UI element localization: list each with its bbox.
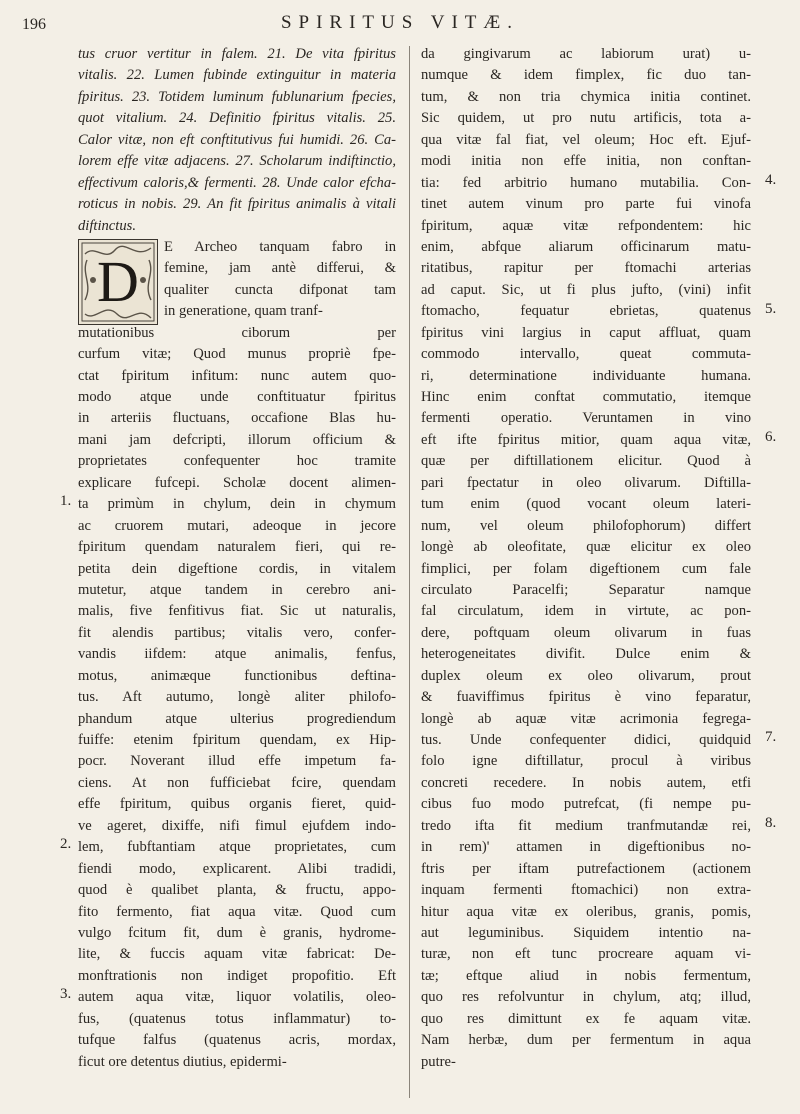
page-number: 196 xyxy=(22,16,46,33)
text-line: da gingivarum ac labiorum urat) u- xyxy=(421,46,751,62)
text-line: tus. Unde confequenter didici, quidquid xyxy=(421,732,751,748)
text-line: longè ab aquæ vitæ acrimonia fegrega- xyxy=(421,710,751,727)
text-line: ta primùm in chylum, dein in chymum xyxy=(78,496,396,513)
column-divider xyxy=(409,46,410,1098)
initial-letter: D xyxy=(97,248,139,314)
text-line: fito fermento, fiat aqua vitæ. Quod cum xyxy=(78,903,396,920)
margin-number-5: 5. xyxy=(765,301,777,317)
text-line: qualiter cuncta difponat tam xyxy=(164,281,396,298)
text-line: autem aqua vitæ, liquor volatilis, oleo- xyxy=(78,989,396,1006)
margin-number-7: 7. xyxy=(765,729,777,745)
decorated-initial xyxy=(78,239,158,325)
text-line: folo igne diftillatur, procul à viribus xyxy=(421,753,751,770)
text-line: quo res dimittunt ex fe aquam vitæ. xyxy=(421,1010,751,1027)
text-line: curfum vitæ; Quod munus propriè fpe- xyxy=(78,346,396,363)
text-line: mani jam defcripti, illorum officium & xyxy=(78,431,396,448)
text-line: concreti recedere. In nobis autem, etfi xyxy=(421,774,751,791)
text-line: ve ageret, dixiffe, nifi fimul ejufdem indo- xyxy=(78,817,396,834)
text-line: modo atque unde conftituatur fpiritus xyxy=(78,389,396,406)
text-line: turæ, non eft tunc procreare aquam vi- xyxy=(421,946,751,963)
page-header xyxy=(22,10,778,38)
text-line: explicare fufcepi. Scholæ docent alimen- xyxy=(78,474,396,491)
text-line: ad caput. Sic, ut fi plus jufto, (vini) infit xyxy=(421,281,751,298)
running-title: SPIRITUS VITÆ. xyxy=(280,12,520,33)
text-line: vulgo fcitum fit, dum è granis, hydrome- xyxy=(78,924,396,941)
text-line: lorem effe vitæ adjacens. 27. Scholarum indiftinctio, xyxy=(78,153,396,170)
text-line: & fuaviffimus fpiritus è vino feparatur, xyxy=(421,689,751,706)
text-line: effectivum caloris,& fermenti. 28. Unde calor efcha- xyxy=(78,174,396,191)
text-line: motus, animæque functionibus deftina- xyxy=(78,667,396,684)
text-line: fimplici, per folam digeftionem cum fale xyxy=(421,560,751,577)
left-body-text xyxy=(78,323,396,1073)
text-line: Calor vitæ, non eft conftitutivus fui humidi. 26. Ca- xyxy=(78,131,396,148)
text-line: quæ per diftillationem elicitur. Quod à xyxy=(421,453,751,470)
text-line: fuiffe: etenim fpiritum quendam, ex Hip- xyxy=(78,732,396,749)
text-line: cibus fuo modo putrefcat, (fi nempe pu- xyxy=(421,796,751,813)
text-line: malis, five fenfitivus fiat. Sic ut naturalis, xyxy=(78,603,396,620)
text-line: ftomacho, fequatur ebrietas, quatenus xyxy=(421,303,751,320)
margin-number-6: 6. xyxy=(765,429,777,445)
text-line: fpiritus vini largius in caput affluat, quam xyxy=(421,324,751,341)
text-line: lem, fubftantiam atque proprietates, cum xyxy=(78,839,396,856)
text-line: fiendi modo, explicarent. Alibi tradidi, xyxy=(78,860,396,877)
text-line: lite, & fuccis aquam vitæ fabricat: De- xyxy=(78,946,396,963)
margin-number-3: 3. xyxy=(60,986,72,1002)
text-line: numque & idem fimplex, fic duo tan- xyxy=(421,67,751,84)
chapter-summary xyxy=(78,44,396,237)
text-line: Nam herbæ, dum per fermentum in aqua xyxy=(421,1032,751,1049)
text-line: tæ; eftque aliud in nobis fermentum, xyxy=(421,967,751,984)
text-line: Sic quidem, ut pro nutu artificis, tota a- xyxy=(421,110,751,127)
text-line: tufque falfus (quatenus acris, mordax, xyxy=(78,1032,396,1049)
margin-number-4: 4. xyxy=(765,172,777,188)
text-line: roticus in nobis. 29. An fit fpiritus animalis à vitali xyxy=(78,196,396,213)
text-line: fpiritus. 23. Totidem luminum fublunarium fpecies, xyxy=(78,88,396,105)
text-line: mutationibus ciborum per xyxy=(78,324,396,341)
text-line: duplex oleum ex oleo olivarum, prout xyxy=(421,667,751,684)
margin-number-8: 8. xyxy=(765,815,777,831)
text-line: pocr. Noverant illud effe impetum fa- xyxy=(78,753,396,770)
text-line: ftris per iftam putrefactionem (actionem xyxy=(421,860,751,877)
left-column xyxy=(78,44,396,1073)
text-line: eft ifte fpiritus mitior, quam aqua vitæ, xyxy=(421,431,751,448)
text-line: in rem)' attamen in digeftionibus no- xyxy=(421,839,751,856)
text-line: ac cruorem mutari, adeoque in jecore xyxy=(78,517,396,534)
opening-lines xyxy=(164,237,396,323)
text-line: mutetur, atque tandem in cerebro ani- xyxy=(78,581,396,598)
text-line: fermenti operatio. Veruntamen in vino xyxy=(421,410,751,427)
text-line: tredo ifta fit medium tranfmutandæ rei, xyxy=(421,817,751,834)
margin-number-1: 1. xyxy=(60,493,72,509)
text-line: putre- xyxy=(421,1053,456,1070)
text-line: fus, (quatenus totus inflammatur) to- xyxy=(78,1010,396,1027)
text-line: fpiritum quendam naturalem fieri, qui re- xyxy=(78,539,396,556)
text-line: ri, determinatione individuante humana. xyxy=(421,367,751,384)
text-line: circulato Paracelfi; Separatur namque xyxy=(421,581,751,598)
text-line: fit alendis partibus; vitalis vero, confer- xyxy=(78,624,396,641)
text-line: diftinctus. xyxy=(78,217,136,234)
text-line: num, vel oleum philofophorum) differt xyxy=(421,517,751,534)
text-line: femine, jam antè differui, & xyxy=(164,260,396,277)
text-line: Hinc enim conftat commutatio, itemque xyxy=(421,389,751,405)
text-line: ctat fpiritum infitum: nunc autem quo- xyxy=(78,367,396,384)
text-line: phandum atque ulterius progrediendum xyxy=(78,710,396,727)
text-line: proprietates confequenter hoc tramite xyxy=(78,453,396,470)
text-line: heterogeneitates divifit. Dulce enim & xyxy=(421,646,751,663)
text-line: in arteriis fluctuans, occafione Blas hu- xyxy=(78,410,396,427)
text-line: quo res refolvuntur in chylum, atq; illud, xyxy=(421,989,751,1006)
text-line: hitur aqua vitæ ex oleribus, granis, pomis, xyxy=(421,903,751,920)
text-line: longè ab oleofitate, quæ elicitur ex oleo xyxy=(421,539,751,556)
text-line: qua vitæ fal fiat, vel oleum; Hoc eft. Ejuf- xyxy=(421,131,751,148)
text-line: effe fpiritum, quibus organis fieret, quid- xyxy=(78,796,396,813)
text-line: aut leguminibus. Siquidem intentio na- xyxy=(421,924,751,941)
chapter-opening xyxy=(78,237,396,366)
text-line: ciens. At non fufficiebat fcire, quendam xyxy=(78,774,396,791)
right-column xyxy=(421,44,751,1073)
text-line: fpiritum, aquæ vitæ refpondentem: hic xyxy=(421,217,751,234)
text-line: in generatione, quam tranf- xyxy=(164,303,323,320)
text-line: quot vitalium. 24. Definitio fpiritus vitalis. 25. xyxy=(78,110,396,127)
text-line: modi initia non effe initia, non conftan- xyxy=(421,153,751,170)
text-line: pari fpectatur in oleo olivarum. Diftilla- xyxy=(421,474,751,491)
text-line: tus. Aft autumo, longè aliter philofo- xyxy=(78,689,396,706)
text-line: enim, abfque aliarum officinarum matu- xyxy=(421,238,751,255)
text-line: ritatibus, rapitur per ftomachi arterias xyxy=(421,260,751,277)
text-line: tum, & non tria chymica initia continet. xyxy=(421,88,751,105)
margin-number-2: 2. xyxy=(60,836,72,852)
text-line: monftrationis non indiget propofitio. Eft xyxy=(78,967,396,984)
text-line: dere, poftquam oleum olivarum in fuas xyxy=(421,624,751,641)
text-line: vandis iifdem: atque animalis, fenfus, xyxy=(78,646,396,663)
text-line: vitalis. 22. Lumen fubinde extinguitur in materia xyxy=(78,67,396,84)
text-line: tum enim (quod vocant oleum lateri- xyxy=(421,496,751,513)
text-line: tus cruor vertitur in falem. 21. De vita fpiritus xyxy=(78,46,396,62)
text-line: inquam fermenti ftomachici) non extra- xyxy=(421,882,751,899)
text-line: fal circulatum, idem in virtute, ac pon- xyxy=(421,603,751,620)
text-line: tinet autem vinum pro parte fui vinofa xyxy=(421,196,751,213)
text-line: petita dein digeftione cordis, in vitalem xyxy=(78,560,396,577)
text-line: ficut ore detentus diutius, epidermi- xyxy=(78,1053,287,1070)
text-line: quod è qualibet planta, & fructu, appo- xyxy=(78,882,396,899)
text-line: tia: fed arbitrio humano mutabilia. Con- xyxy=(421,174,751,191)
text-line: E Archeo tanquam fabro in xyxy=(164,238,396,255)
text-line: commodo intervallo, queat commuta- xyxy=(421,346,751,363)
